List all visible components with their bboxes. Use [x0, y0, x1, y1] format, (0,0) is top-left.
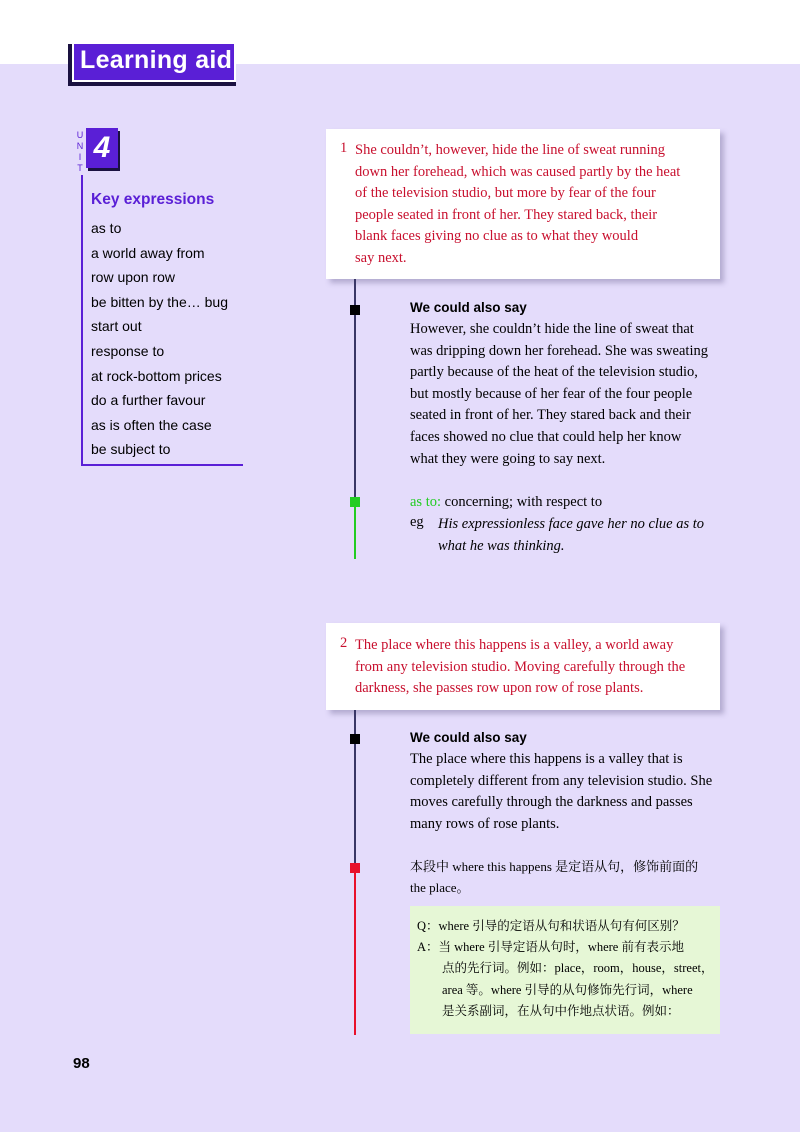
example-line: what he was thinking. [438, 538, 565, 554]
quote-line: of the television studio, but more by fear of the four [355, 185, 656, 201]
key-expression-item: be bitten by the… bug [91, 293, 228, 310]
qa-line: A：当 where 引导定语从句时，where 前有表示地 [417, 940, 684, 954]
key-expressions-title: Key expressions [91, 191, 215, 208]
quote-line: She couldn’t, however, hide the line of sweat running [355, 142, 666, 158]
key-expression-item: at rock-bottom prices [91, 367, 222, 384]
key-expression-item: as to [91, 220, 122, 236]
page-number: 98 [73, 1055, 90, 1072]
also-say-text-2 [410, 749, 722, 835]
chinese-note [410, 856, 720, 898]
also-say-text-1 [410, 319, 722, 470]
key-expression-item: row upon row [91, 269, 176, 286]
timeline-line-2-red [354, 865, 356, 1035]
also-say-line: faces showed no clue that could help her know [410, 428, 682, 445]
unit-label [75, 130, 85, 174]
vocab-note-as-to [410, 492, 722, 514]
also-say-line: seated in front of her. They stared back and their [410, 407, 691, 424]
quote-text-2 [355, 635, 715, 700]
quote-line: down her forehead, which was caused partly by the heat [355, 163, 681, 180]
quote-line: darkness, she passes row upon row of rose plants. [355, 680, 644, 696]
also-say-line: partly because of the heat of the television studio, [410, 364, 698, 381]
also-say-line: moves carefully through the darkness and passes [410, 794, 693, 811]
qa-line: 点的先行词。例如：place，room，house，street， [417, 961, 714, 975]
example-line: His expressionless face gave her no clue as to [438, 516, 705, 532]
also-say-line: was dripping down her forehead. She was sweating [410, 342, 708, 359]
also-say-line: what they were going to say next. [410, 450, 606, 467]
also-say-line: The place where this happens is a valley that is [410, 751, 683, 767]
key-expression-item: response to [91, 342, 165, 359]
also-say-title-1: We could also say [410, 300, 527, 315]
chinese-note-line: the place。 [410, 880, 470, 895]
unit-letter: N [76, 141, 84, 151]
key-expressions-list [91, 216, 228, 462]
chinese-note-line: 本段中 where this happens 是定语从句，修饰前面的 [410, 859, 699, 874]
key-expression-item: a world away from [91, 244, 205, 261]
timeline-marker-red [350, 863, 360, 873]
quote-number-2: 2 [340, 635, 348, 651]
quote-line: from any television studio. Moving carefully through the [355, 658, 686, 675]
sidebar-rule-vertical [81, 175, 83, 466]
quote-line: people seated in front of her. They stared back, their [355, 206, 658, 223]
unit-letter: I [78, 152, 82, 162]
key-expression-item: as is often the case [91, 416, 212, 433]
timeline-marker-green [350, 497, 360, 507]
timeline-line-1-green [354, 499, 356, 559]
example-text [438, 513, 718, 557]
example-label: eg [410, 514, 424, 530]
also-say-title-2: We could also say [410, 730, 527, 745]
unit-letter: T [77, 163, 83, 173]
quote-line: say next. [355, 249, 407, 266]
header-tab-label: Learning aid [80, 46, 233, 74]
quote-line: The place where this happens is a valley, a world away [355, 637, 674, 653]
key-expression-item: start out [91, 318, 142, 335]
quote-text-1 [355, 140, 705, 269]
unit-letter: U [76, 130, 84, 140]
vocab-definition: concerning; with respect to [441, 494, 603, 510]
qa-line: area 等。where 引导的从句修饰先行词，where [417, 983, 693, 997]
also-say-line: However, she couldn’t hide the line of sweat that [410, 321, 694, 337]
quote-line: blank faces giving no clue as to what they would [355, 228, 639, 244]
unit-number-badge: 4 [86, 128, 118, 168]
qa-line: Q：where 引导的定语从句和状语从句有何区别？ [417, 919, 685, 933]
sidebar-rule-horizontal [81, 464, 243, 466]
key-expression-item: be subject to [91, 441, 171, 458]
qa-line: 是关系副词，在从句中作地点状语。例如： [417, 1004, 680, 1018]
timeline-marker-black [350, 305, 360, 315]
quote-number-1: 1 [340, 140, 348, 156]
also-say-line: many rows of rose plants. [410, 815, 560, 832]
also-say-line: but mostly because of her fear of the four people [410, 385, 693, 402]
key-expression-item: do a further favour [91, 392, 206, 409]
vocab-term: as to: [410, 494, 442, 510]
timeline-marker-black [350, 734, 360, 744]
also-say-line: completely different from any television studio. She [410, 772, 713, 789]
